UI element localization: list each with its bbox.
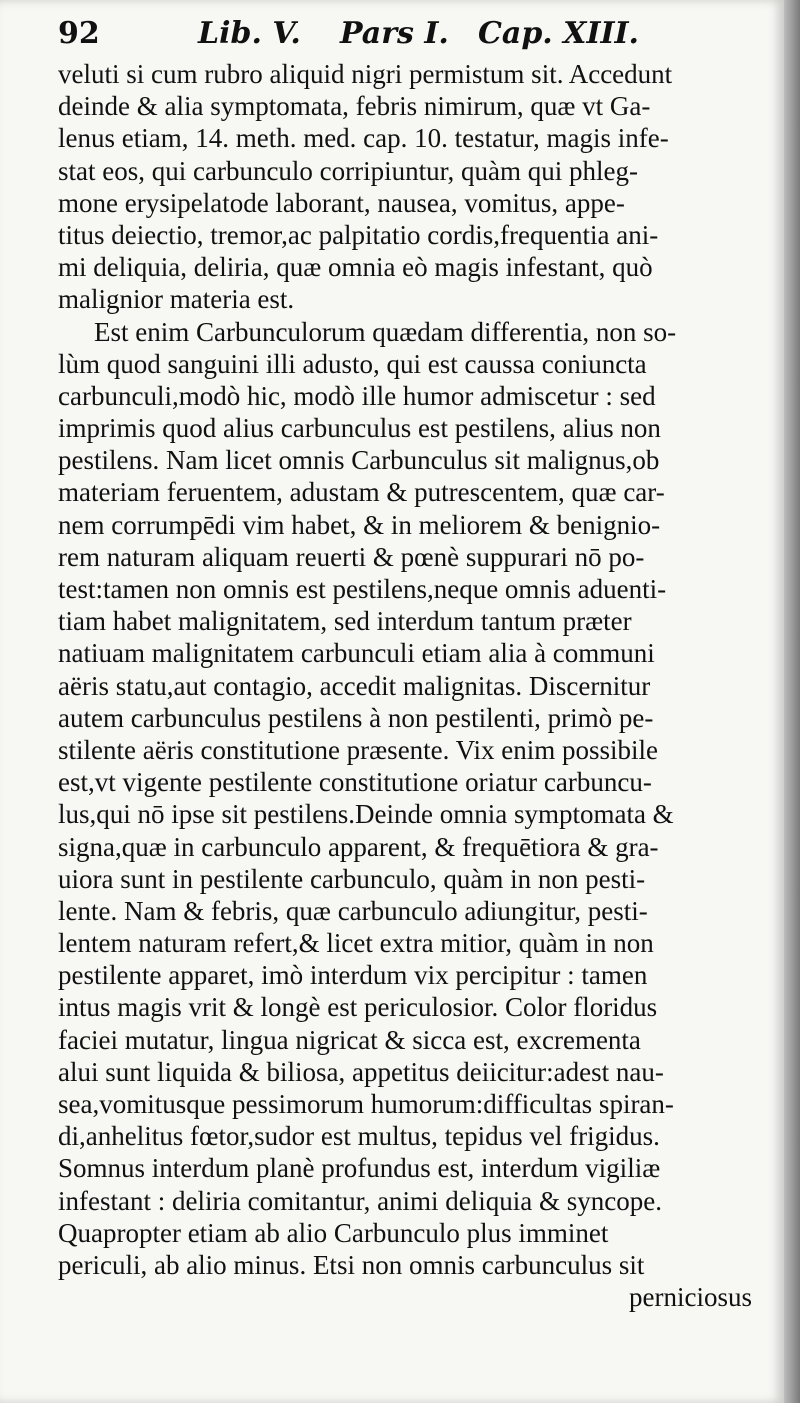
text-line: di,anhelitus fœtor,sudor est multus, tepidus vel frigidus. [58, 1121, 660, 1152]
chapter-number: Cap. XIII. [478, 16, 640, 51]
text-line: pestilente apparet, imò interdum vix percipitur : tamen [58, 960, 648, 991]
text-line: carbunculi,modò hic, modò ille humor admiscetur : sed [58, 380, 656, 411]
text-body [58, 58, 758, 1313]
paragraph-first-line: Est enim Carbunculorum quædam differentia, non so- [94, 316, 677, 347]
text-line: test:tamen non omnis est pestilens,neque omnis aduenti- [58, 574, 667, 604]
text-line: natiuam malignitatem carbunculi etiam alia à communi [58, 638, 655, 669]
text-line: signa,quæ in carbunculo apparent, & frequētiora & gra- [58, 831, 659, 862]
text-line: lentem naturam refert,& licet extra mitior, quàm in non [58, 928, 654, 959]
catchword: perniciosus [629, 1282, 752, 1313]
text-line: periculi, ab alio minus. Etsi non omnis carbunculus sit [58, 1249, 645, 1280]
book-number: Lib. V. [198, 16, 301, 51]
text-line: uiora sunt in pestilente carbunculo, quàm in non pesti- [58, 863, 646, 894]
text-line: infestant : deliria comitantur, animi deliquia & syncope. [58, 1185, 663, 1216]
text-line: malignior materia est. [58, 284, 295, 315]
text-line: pestilens. Nam licet omnis Carbunculus sit malignus,ob [58, 445, 660, 476]
text-line: lus,qui nō ipse sit pestilens.Deinde omnia symptomata & [58, 799, 674, 830]
text-line: Quapropter etiam ab alio Carbunculo plus imminet [58, 1217, 609, 1248]
text-line: mone erysipelatode laborant, nausea, vomitus, appe- [58, 187, 625, 218]
text-line: rem naturam aliquam reuerti & pœnè suppurari nō po- [58, 541, 645, 572]
text-line: titus deiectio, tremor,ac palpitatio cordis,frequentia ani- [58, 219, 659, 250]
text-line: lente. Nam & febris, quæ carbunculo adiungitur, pesti- [58, 895, 648, 926]
text-line: mi deliquia, deliria, quæ omnia eò magis infestant, quò [58, 252, 653, 283]
text-line: autem carbunculus pestilens à non pestilenti, primò pe- [58, 702, 654, 733]
text-line: tiam habet malignitatem, sed interdum tantum præter [58, 606, 632, 637]
text-line: lùm quod sanguini illi adusto, qui est caussa coniuncta [58, 348, 647, 379]
text-line: imprimis quod alius carbunculus est pestilens, alius non [58, 413, 661, 444]
text-line: stat eos, qui carbunculo corripiuntur, quàm qui phleg- [58, 155, 639, 186]
text-line: stilente aëris constitutione præsente. Vix enim possibile [58, 734, 659, 765]
text-line: lenus etiam, 14. meth. med. cap. 10. testatur, magis infe- [58, 123, 669, 154]
text-line: sea,vomitusque pessimorum humorum:difficultas spiran- [58, 1089, 674, 1119]
text-line: Somnus interdum planè profundus est, interdum vigiliæ [58, 1153, 661, 1184]
text-line: intus magis vrit & longè est periculosior. Color floridus [58, 992, 658, 1023]
running-header [58, 14, 758, 54]
text-line: alui sunt liquida & biliosa, appetitus deiicitur:adest nau- [58, 1056, 664, 1087]
text-line: aëris statu,aut contagio, accedit malignitas. Discernitur [58, 670, 651, 701]
text-line: veluti si cum rubro aliquid nigri permistum sit. Accedunt [58, 59, 673, 89]
text-line: faciei mutatur, lingua nigricat & sicca est, excrementa [58, 1024, 641, 1055]
text-line: est,vt vigente pestilente constitutione oriatur carbuncu- [58, 767, 652, 798]
page-edge-shadow [784, 0, 800, 1403]
text-line: materiam feruentem, adustam & putrescentem, quæ car- [58, 477, 665, 508]
text-line: deinde & alia symptomata, febris nimirum, quæ vt Ga- [58, 91, 651, 122]
page-number: 92 [58, 16, 100, 51]
text-line: nem corrumpēdi vim habet, & in meliorem & benignio- [58, 509, 661, 540]
part-number: Pars I. [340, 16, 449, 51]
